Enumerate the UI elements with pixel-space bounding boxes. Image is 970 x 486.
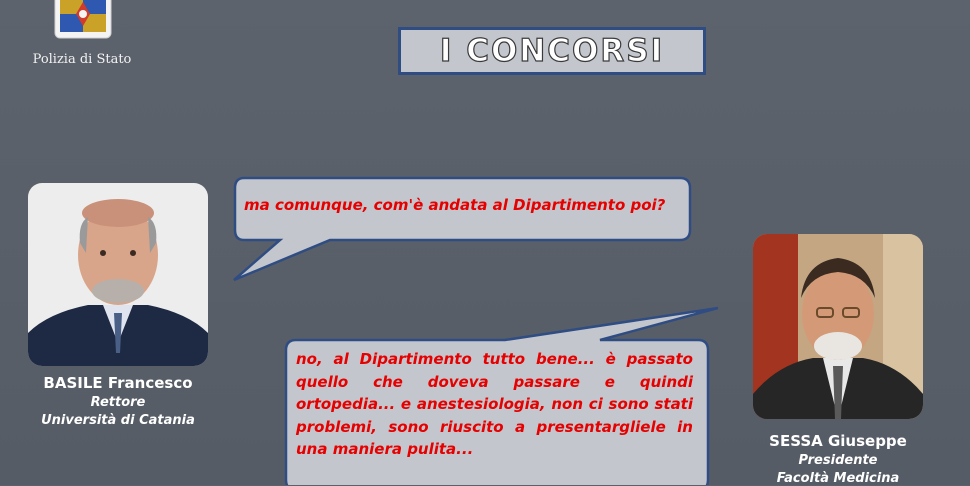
person-name: SESSA Giuseppe <box>769 432 907 450</box>
person-affiliation: Università di Catania <box>41 413 195 428</box>
photo-basile <box>28 183 208 366</box>
quote-sessa: no, al Dipartimento tutto bene... è passato quello che doveva passare e quindi ortopedia... e anestesiologia, non ci sono stati problemi, sono riuscito a presentargliele in una maniera pulita... <box>296 350 693 458</box>
person-role: Presidente <box>798 453 878 468</box>
person-sessa <box>748 432 928 486</box>
person-basile <box>20 374 216 428</box>
slide-title: I CONCORSI <box>439 33 665 69</box>
person-affiliation: Facoltà Medicina <box>776 471 900 486</box>
logo-caption: Polizia di Stato <box>32 52 132 67</box>
quote-basile: ma comunque, com'è andata al Dipartimento poi? <box>244 196 666 214</box>
person-role: Rettore <box>90 395 146 410</box>
speech-bubble-1 <box>234 178 690 280</box>
photo-sessa <box>753 234 923 419</box>
person-name: BASILE Francesco <box>43 374 193 392</box>
